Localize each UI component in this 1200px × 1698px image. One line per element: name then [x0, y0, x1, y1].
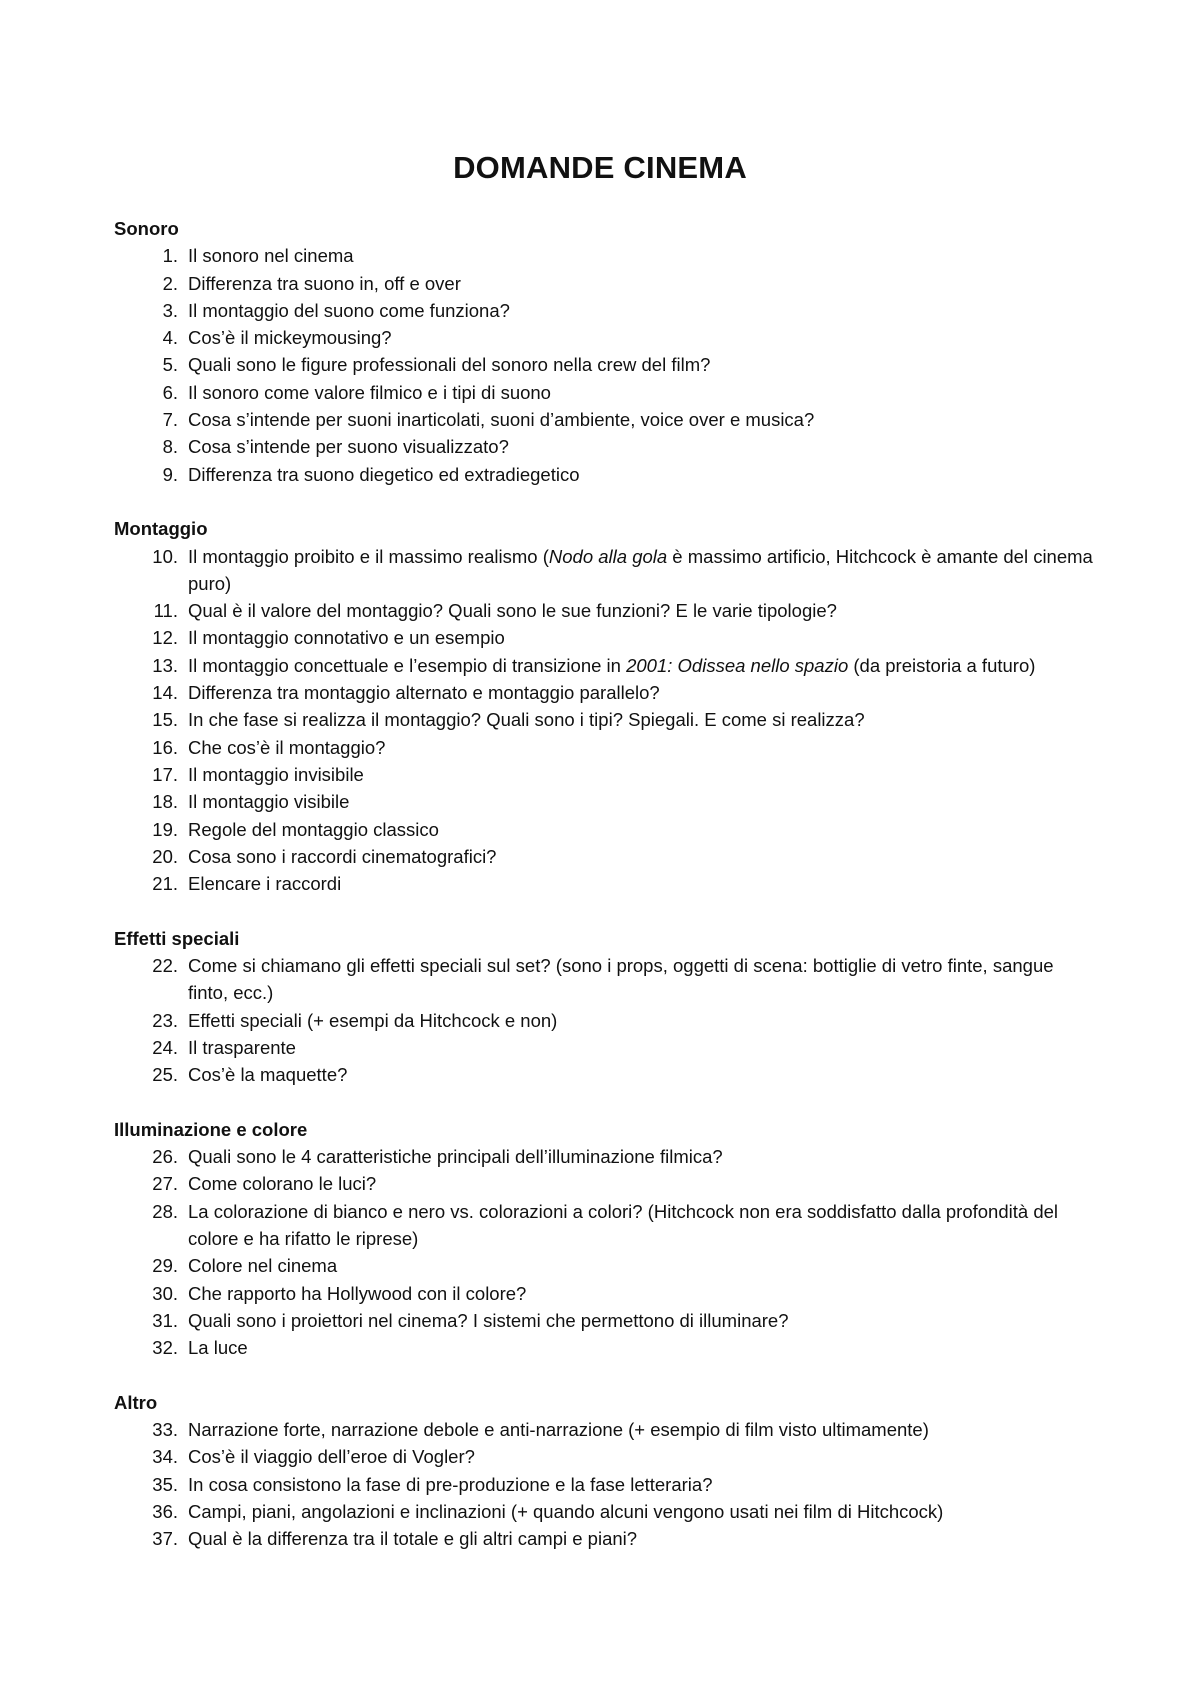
question-list	[114, 1416, 1094, 1552]
question-text	[188, 379, 1094, 406]
question-text-part: Differenza tra montaggio alternato e montaggio parallelo?	[188, 682, 660, 704]
question-item	[114, 597, 1094, 624]
question-number: 28.	[152, 1200, 178, 1222]
film-title-italic: 2001: Odissea nello spazio	[626, 654, 849, 676]
question-item	[114, 1525, 1094, 1552]
question-text-part: Differenza tra suono diegetico ed extradiegetico	[188, 463, 580, 485]
question-text	[188, 1061, 1094, 1088]
question-list	[114, 543, 1094, 898]
question-item	[114, 1007, 1094, 1034]
question-text-part: Cos’è la maquette?	[188, 1064, 348, 1086]
question-number: 13.	[152, 654, 178, 676]
question-item	[114, 816, 1094, 843]
question-number: 20.	[152, 845, 178, 867]
question-number: 35.	[152, 1473, 178, 1495]
question-text	[188, 1170, 1094, 1197]
question-text-part: In cosa consistono la fase di pre-produzione e la fase letteraria?	[188, 1473, 713, 1495]
question-number: 25.	[152, 1064, 178, 1086]
question-item	[114, 624, 1094, 651]
question-number: 10.	[152, 545, 178, 567]
question-item	[114, 270, 1094, 297]
question-item	[114, 379, 1094, 406]
question-item	[114, 461, 1094, 488]
question-number: 8.	[162, 436, 178, 458]
question-text	[188, 952, 1094, 1007]
question-number: 17.	[152, 763, 178, 785]
page-title: DOMANDE CINEMA	[453, 150, 747, 185]
question-text-part: Effetti speciali (+ esempi da Hitchcock e non)	[188, 1009, 558, 1031]
question-item	[114, 351, 1094, 378]
question-item	[114, 952, 1094, 1007]
question-item	[114, 761, 1094, 788]
question-item	[114, 652, 1094, 679]
question-list	[114, 1143, 1094, 1361]
question-number: 34.	[152, 1446, 178, 1468]
question-item	[114, 543, 1094, 598]
question-text-part: Qual è la differenza tra il totale e gli altri campi e piani?	[188, 1528, 638, 1550]
question-text-part: Il montaggio proibito e il massimo realismo (	[188, 545, 549, 567]
question-number: 12.	[152, 627, 178, 649]
question-number: 33.	[152, 1419, 178, 1441]
section-heading: Altro	[114, 1391, 158, 1413]
question-number: 22.	[152, 955, 178, 977]
question-text-part: Quali sono i proiettori nel cinema? I sistemi che permettono di illuminare?	[188, 1309, 789, 1331]
question-text	[188, 242, 1094, 269]
question-text-part: Campi, piani, angolazioni e inclinazioni (+ quando alcuni vengono usati nei film di Hitchcock)	[188, 1500, 944, 1522]
question-text	[188, 324, 1094, 351]
question-text	[188, 1198, 1094, 1253]
question-text	[188, 1143, 1094, 1170]
section-heading: Sonoro	[114, 218, 179, 239]
question-number: 15.	[152, 709, 178, 731]
question-text-part: Cos’è il mickeymousing?	[188, 327, 392, 349]
question-number: 30.	[152, 1282, 178, 1304]
question-text-part: La luce	[188, 1337, 248, 1359]
question-text-part: Il montaggio del suono come funziona?	[188, 299, 510, 321]
question-text-part: In che fase si realizza il montaggio? Quali sono i tipi? Spiegali. E come si realizza?	[188, 709, 865, 731]
question-item	[114, 433, 1094, 460]
question-number: 29.	[152, 1255, 178, 1277]
question-item	[114, 706, 1094, 733]
section-montaggio	[114, 515, 1094, 897]
question-sections	[114, 215, 1094, 1553]
film-title-italic: Nodo alla gola	[548, 545, 668, 567]
question-text	[188, 351, 1094, 378]
question-number: 11.	[153, 600, 178, 622]
question-text-part: Come si chiamano gli effetti speciali sul set? (sono i props, oggetti di scena: bottiglie di vetro finte, sangue finto, ecc.)	[188, 955, 1054, 1004]
question-text	[188, 297, 1094, 324]
question-number: 24.	[152, 1036, 178, 1058]
question-text	[188, 788, 1094, 815]
question-item	[114, 1170, 1094, 1197]
question-item	[114, 1198, 1094, 1253]
section-heading: Effetti speciali	[114, 927, 240, 949]
question-text-part: Cosa sono i raccordi cinematografici?	[188, 845, 497, 867]
question-text	[188, 1416, 1094, 1443]
question-item	[114, 324, 1094, 351]
question-item	[114, 1334, 1094, 1361]
question-number: 3.	[162, 299, 178, 321]
question-number: 6.	[162, 381, 178, 403]
question-item	[114, 788, 1094, 815]
question-text	[188, 433, 1094, 460]
question-text	[188, 679, 1094, 706]
question-text-part: Il montaggio invisibile	[188, 763, 364, 785]
question-item	[114, 1252, 1094, 1279]
question-text-part: Quali sono le figure professionali del sonoro nella crew del film?	[188, 354, 711, 376]
question-number: 36.	[152, 1500, 178, 1522]
question-text-part: La colorazione di bianco e nero vs. colorazioni a colori? (Hitchcock non era soddisfatto dalla profondità del colore e ha rifatto le riprese)	[188, 1200, 1059, 1249]
question-number: 14.	[152, 682, 178, 704]
question-list	[114, 242, 1094, 488]
section-illuminazione-e-colore	[114, 1116, 1094, 1362]
question-item	[114, 1143, 1094, 1170]
section-heading: Montaggio	[114, 518, 208, 540]
question-item	[114, 734, 1094, 761]
question-text-part: Qual è il valore del montaggio? Quali sono le sue funzioni? E le varie tipologie?	[188, 600, 837, 622]
question-text	[188, 1334, 1094, 1361]
question-text	[188, 543, 1094, 598]
question-text	[188, 1525, 1094, 1552]
question-text-part: Il montaggio concettuale e l’esempio di transizione in	[188, 654, 627, 676]
question-number: 16.	[152, 736, 178, 758]
question-list	[114, 952, 1094, 1088]
question-number: 27.	[152, 1173, 178, 1195]
question-number: 21.	[152, 873, 178, 895]
question-text-part: Il trasparente	[188, 1036, 296, 1058]
question-number: 37.	[152, 1528, 178, 1550]
question-text-part: Colore nel cinema	[188, 1255, 338, 1277]
question-text-part: Che rapporto ha Hollywood con il colore?	[188, 1282, 527, 1304]
question-number: 2.	[162, 272, 178, 294]
question-text	[188, 734, 1094, 761]
question-text-part: Che cos’è il montaggio?	[188, 736, 386, 758]
question-text	[188, 870, 1094, 897]
question-text	[188, 843, 1094, 870]
question-text	[188, 761, 1094, 788]
question-item	[114, 870, 1094, 897]
question-text	[188, 816, 1094, 843]
question-text-part: Come colorano le luci?	[188, 1173, 377, 1195]
question-text	[188, 461, 1094, 488]
question-text-part: Quali sono le 4 caratteristiche principali dell’illuminazione filmica?	[188, 1146, 723, 1168]
question-item	[114, 1416, 1094, 1443]
question-text-part: Il sonoro nel cinema	[188, 245, 354, 267]
section-effetti-speciali	[114, 925, 1094, 1089]
question-number: 4.	[162, 327, 178, 349]
question-item	[114, 679, 1094, 706]
question-text-part: Il sonoro come valore filmico e i tipi di suono	[188, 381, 551, 403]
question-text	[188, 706, 1094, 733]
section-altro	[114, 1389, 1094, 1553]
question-item	[114, 1471, 1094, 1498]
question-number: 18.	[152, 791, 178, 813]
question-text	[188, 1471, 1094, 1498]
section-sonoro	[114, 215, 1094, 488]
question-number: 26.	[152, 1146, 178, 1168]
question-item	[114, 1498, 1094, 1525]
question-text	[188, 1443, 1094, 1470]
question-number: 32.	[152, 1337, 178, 1359]
question-number: 7.	[162, 409, 178, 431]
question-number: 9.	[162, 463, 178, 485]
question-text	[188, 1498, 1094, 1525]
section-heading: Illuminazione e colore	[114, 1118, 308, 1140]
question-text-part: Cos’è il viaggio dell’eroe di Vogler?	[188, 1446, 475, 1468]
question-item	[114, 1061, 1094, 1088]
question-text-part: Differenza tra suono in, off e over	[188, 272, 461, 294]
question-text-part: (da preistoria a futuro)	[848, 654, 1036, 676]
question-item	[114, 242, 1094, 269]
question-item	[114, 1307, 1094, 1334]
question-text	[188, 624, 1094, 651]
question-item	[114, 1280, 1094, 1307]
question-number: 1.	[162, 245, 178, 267]
question-text-part: Elencare i raccordi	[188, 873, 342, 895]
question-number: 31.	[152, 1309, 178, 1331]
question-text	[188, 1007, 1094, 1034]
question-number: 19.	[152, 818, 178, 840]
question-text-part: Narrazione forte, narrazione debole e anti-narrazione (+ esempio di film visto ultimamente)	[188, 1419, 929, 1441]
question-text-part: Cosa s’intende per suoni inarticolati, suoni d’ambiente, voice over e musica?	[188, 409, 815, 431]
question-item	[114, 297, 1094, 324]
question-text	[188, 1307, 1094, 1334]
question-item	[114, 843, 1094, 870]
question-text	[188, 1252, 1094, 1279]
question-item	[114, 1443, 1094, 1470]
question-text	[188, 597, 1094, 624]
question-text	[188, 270, 1094, 297]
question-item	[114, 1034, 1094, 1061]
question-number: 23.	[152, 1009, 178, 1031]
question-text	[188, 406, 1094, 433]
question-text-part: Il montaggio connotativo e un esempio	[188, 627, 505, 649]
question-text	[188, 1280, 1094, 1307]
question-text-part: Il montaggio visibile	[188, 791, 350, 813]
question-text-part: Cosa s’intende per suono visualizzato?	[188, 436, 509, 458]
question-text-part: è massimo artificio, Hitchcock è amante del cinema puro)	[188, 545, 1093, 594]
question-text-part: Regole del montaggio classico	[188, 818, 439, 840]
question-text	[188, 1034, 1094, 1061]
question-text	[188, 652, 1094, 679]
question-item	[114, 406, 1094, 433]
question-number: 5.	[162, 354, 178, 376]
